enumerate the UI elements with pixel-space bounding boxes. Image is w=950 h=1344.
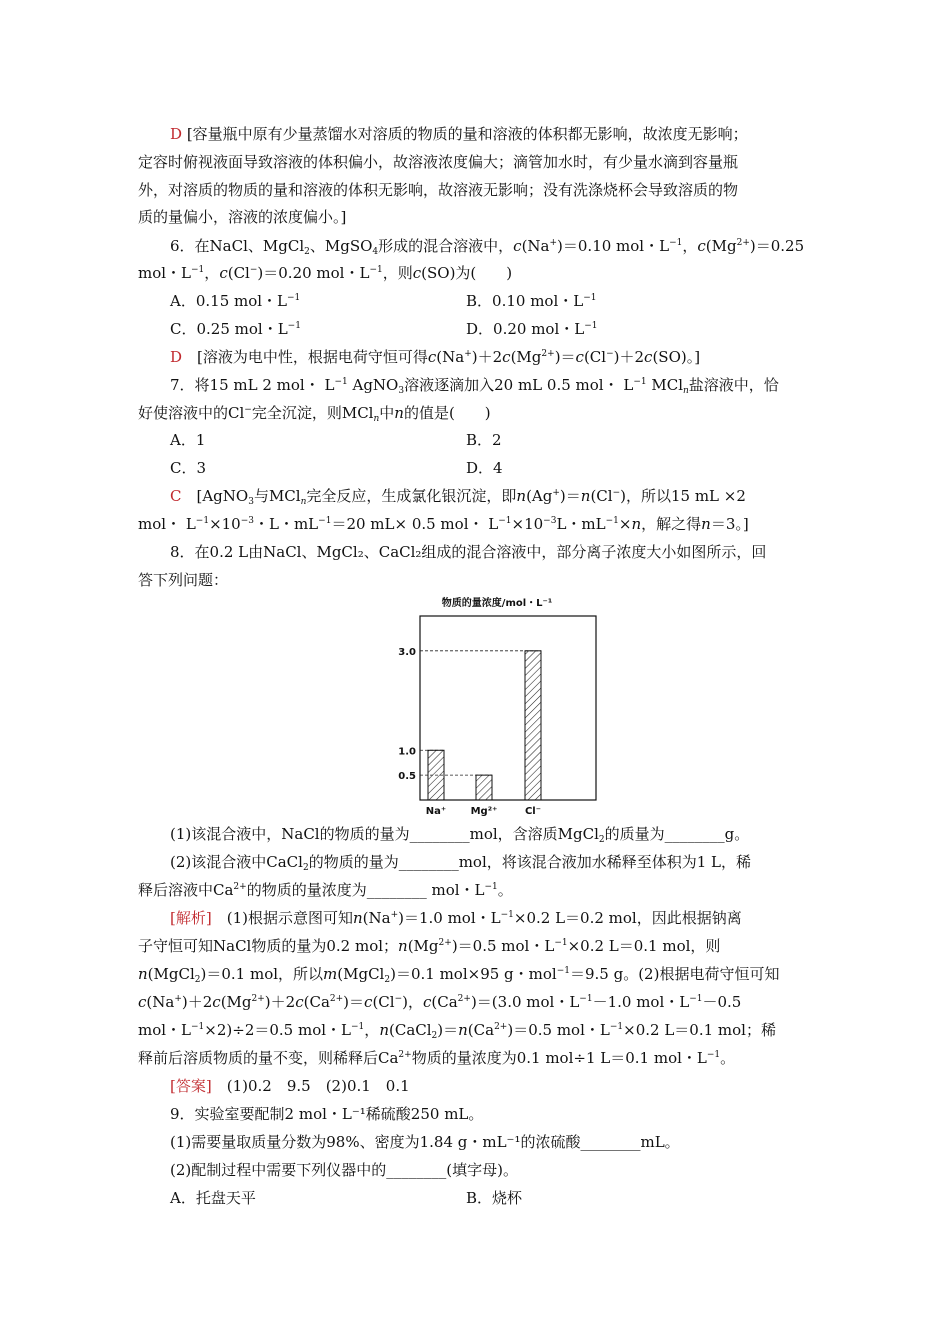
q8-analysis-line-1: [解析] (1)根据示意图可知n(Na+)＝1.0 mol・$L^{-1}\times 0.2$ L＝0.2 mol，因此根据钠离 [170, 909, 742, 927]
q5-answer-line-3: 外，对溶质的物质的量和溶液的体积无影响，故溶液无影响；没有洗涤烧杯会导致溶质的物 [138, 181, 739, 199]
q6-option-b[interactable]: B．0.10 mol・$L^{-1}$ [466, 292, 597, 310]
q8-analysis-line-6: 释前后溶质物质的量不变，则稀释后$Ca^{2+}$物质的量浓度为0.1 mol÷1 L＝0.1 mol・$L^{-1}$。 [138, 1049, 736, 1067]
q8-part-2-line-1: (2)该混合液中CaCl$_2$的物质的量为________mol，将该混合液加水稀释至体积为1 L，稀 [170, 853, 752, 873]
bar [525, 651, 541, 800]
ion-concentration-chart [380, 594, 610, 822]
y-tick-label: 0.5 [398, 771, 416, 783]
q8-part-1: (1)该混合液中，NaCl的物质的量为________mol，含溶质MgCl$_2$的质量为________g。 [170, 825, 750, 845]
q9-part-2: (2)配制过程中需要下列仪器中的________(填字母)。 [170, 1161, 518, 1179]
q9-option-a[interactable]: A．托盘天平 [170, 1189, 256, 1207]
answer-label: [答案] [170, 1077, 212, 1095]
q9-option-b[interactable]: B．烧杯 [466, 1189, 523, 1207]
q8-stem-line-1: 8．在0.2 L由NaCl、MgCl₂、CaCl₂组成的混合溶液中，部分离子浓度大小如图所示，回 [170, 543, 767, 561]
bar [476, 775, 492, 800]
q8-analysis-line-5: mol・$L^{-1}\times 2)\div 2=0.5$ mol・$L^{-1}$，$n(CaCl_2)=n(Ca^{2+})=0.5$ mol・$L^{-1}\times 0.2$ L＝0.1 mol；稀 [138, 1021, 776, 1041]
q9-part-1: (1)需要量取质量分数为98%、密度为1.84 g・mL⁻¹的浓硫酸________mL。 [170, 1133, 680, 1151]
x-category-label: Cl⁻ [524, 806, 542, 817]
q7-option-b[interactable]: B．2 [466, 431, 502, 449]
bar [428, 750, 444, 800]
q7-option-a[interactable]: A．1 [170, 431, 206, 449]
q8-analysis-line-2: 子守恒可知NaCl物质的量为0.2 mol；$n(Mg^{2+})=0.5$ mol・$L^{-1}\times 0.2$ L＝0.1 mol，则 [138, 937, 721, 955]
q7-answer-line-2: mol・ $L^{-1}\times 10^{-3}$・L・$mL^{-1}=20$ mL× 0.5 mol・ $L^{-1}\times 10^{-3}L$・$mL^{-1}\times n$，解之得n＝3。] [138, 515, 749, 533]
q5-answer-line-2: 定容时俯视液面导致溶液的体积偏小，故溶液浓度偏大；滴管加水时，有少量水滴到容量瓶 [138, 153, 739, 171]
y-tick-label: 3.0 [398, 646, 416, 658]
q7-answer-line-1: C [AgNO$_3$与MCl$_n$完全反应，生成氯化银沉淀，即n(Ag+)＝n(Cl−)，所以15 mL ×2 [170, 487, 746, 507]
q6-option-c[interactable]: C．0.25 mol・$L^{-1}$ [170, 320, 301, 338]
q7-option-c[interactable]: C．3 [170, 459, 207, 477]
analysis-label: [解析] [170, 909, 212, 927]
q6-stem-line-2: mol・$L^{-1}$，c(Cl−)＝0.20 mol・$L^{-1}$，则c(SO)为( ) [138, 264, 513, 282]
q5-answer-line-1 [138, 124, 818, 144]
q9-title: 9．实验室要配制2 mol・L⁻¹稀硫酸250 mL。 [170, 1105, 484, 1123]
q8-stem-line-2: 答下列问题： [138, 571, 229, 589]
x-category-label: Na⁺ [425, 806, 447, 817]
q6-option-d[interactable]: D．0.20 mol・$L^{-1}$ [466, 320, 598, 338]
chart-frame [420, 616, 596, 800]
q6-answer: D [溶液为电中性，根据电荷守恒可得$c(Na^+)+2c(Mg^{2+})=c(Cl^-)+2c(SO)$。] [170, 348, 701, 366]
q8-analysis-line-3: n(MgCl$_2$)＝0.1 mol，所以m(MgCl$_2$)＝0.1 mol×95 g・mol$^{-1}$＝9.5 g。(2)根据电荷守恒可知 [138, 965, 780, 985]
q8-analysis-line-4: $c(Na^+)+2c(Mg^{2+})+2c(Ca^{2+})=c(Cl^-)$，$c(Ca^{2+})=(3.0$ mol・$L^{-1}-1.0$ mol・$L^{-1}-0.5$ [138, 993, 742, 1011]
q8-part-2-line-2: 释后溶液中$Ca^{2+}$的物质的量浓度为________ mol・$L^{-1}$。 [138, 881, 513, 899]
q5-answer-text-1: [容量瓶中原有少量蒸馏水对溶质的物质的量和溶液的体积都无影响，故浓度无影响； [186, 125, 748, 143]
q7-stem-line-2: 好使溶液中的Cl−完全沉淀，则MCl$_n$中n的值是( ) [138, 404, 491, 424]
chart-title: 物质的量浓度/mol・L⁻¹ [441, 598, 553, 609]
q5-answer-letter: D [170, 125, 183, 143]
q8-answer [170, 1076, 850, 1096]
q6-answer-letter: D [170, 348, 183, 366]
y-tick-label: 1.0 [398, 746, 416, 758]
x-category-label: Mg²⁺ [470, 806, 498, 817]
q6-option-a[interactable]: A．0.15 mol・$L^{-1}$ [170, 292, 301, 310]
q6-stem-line-1: 6．在NaCl、MgCl$_2$、MgSO$_4$形成的混合溶液中，c(Na+)＝0.10 mol・$L^{-1}$，$c(Mg^{2+})=0.25$ [170, 237, 805, 257]
q7-stem-line-1: 7．将15 mL 2 mol・ $L^{-1}$ AgNO$_3$溶液逐滴加入20 mL 0.5 mol・ $L^{-1}$ MCl$_n$盐溶液中，恰 [170, 376, 779, 396]
q7-answer-letter: C [170, 487, 182, 505]
q8-answer-text: (1)0.2 9.5 (2)0.1 0.1 [226, 1077, 410, 1095]
q5-answer-line-4: 质的量偏小，溶液的浓度偏小。] [138, 208, 347, 226]
q7-option-d[interactable]: D．4 [466, 459, 503, 477]
